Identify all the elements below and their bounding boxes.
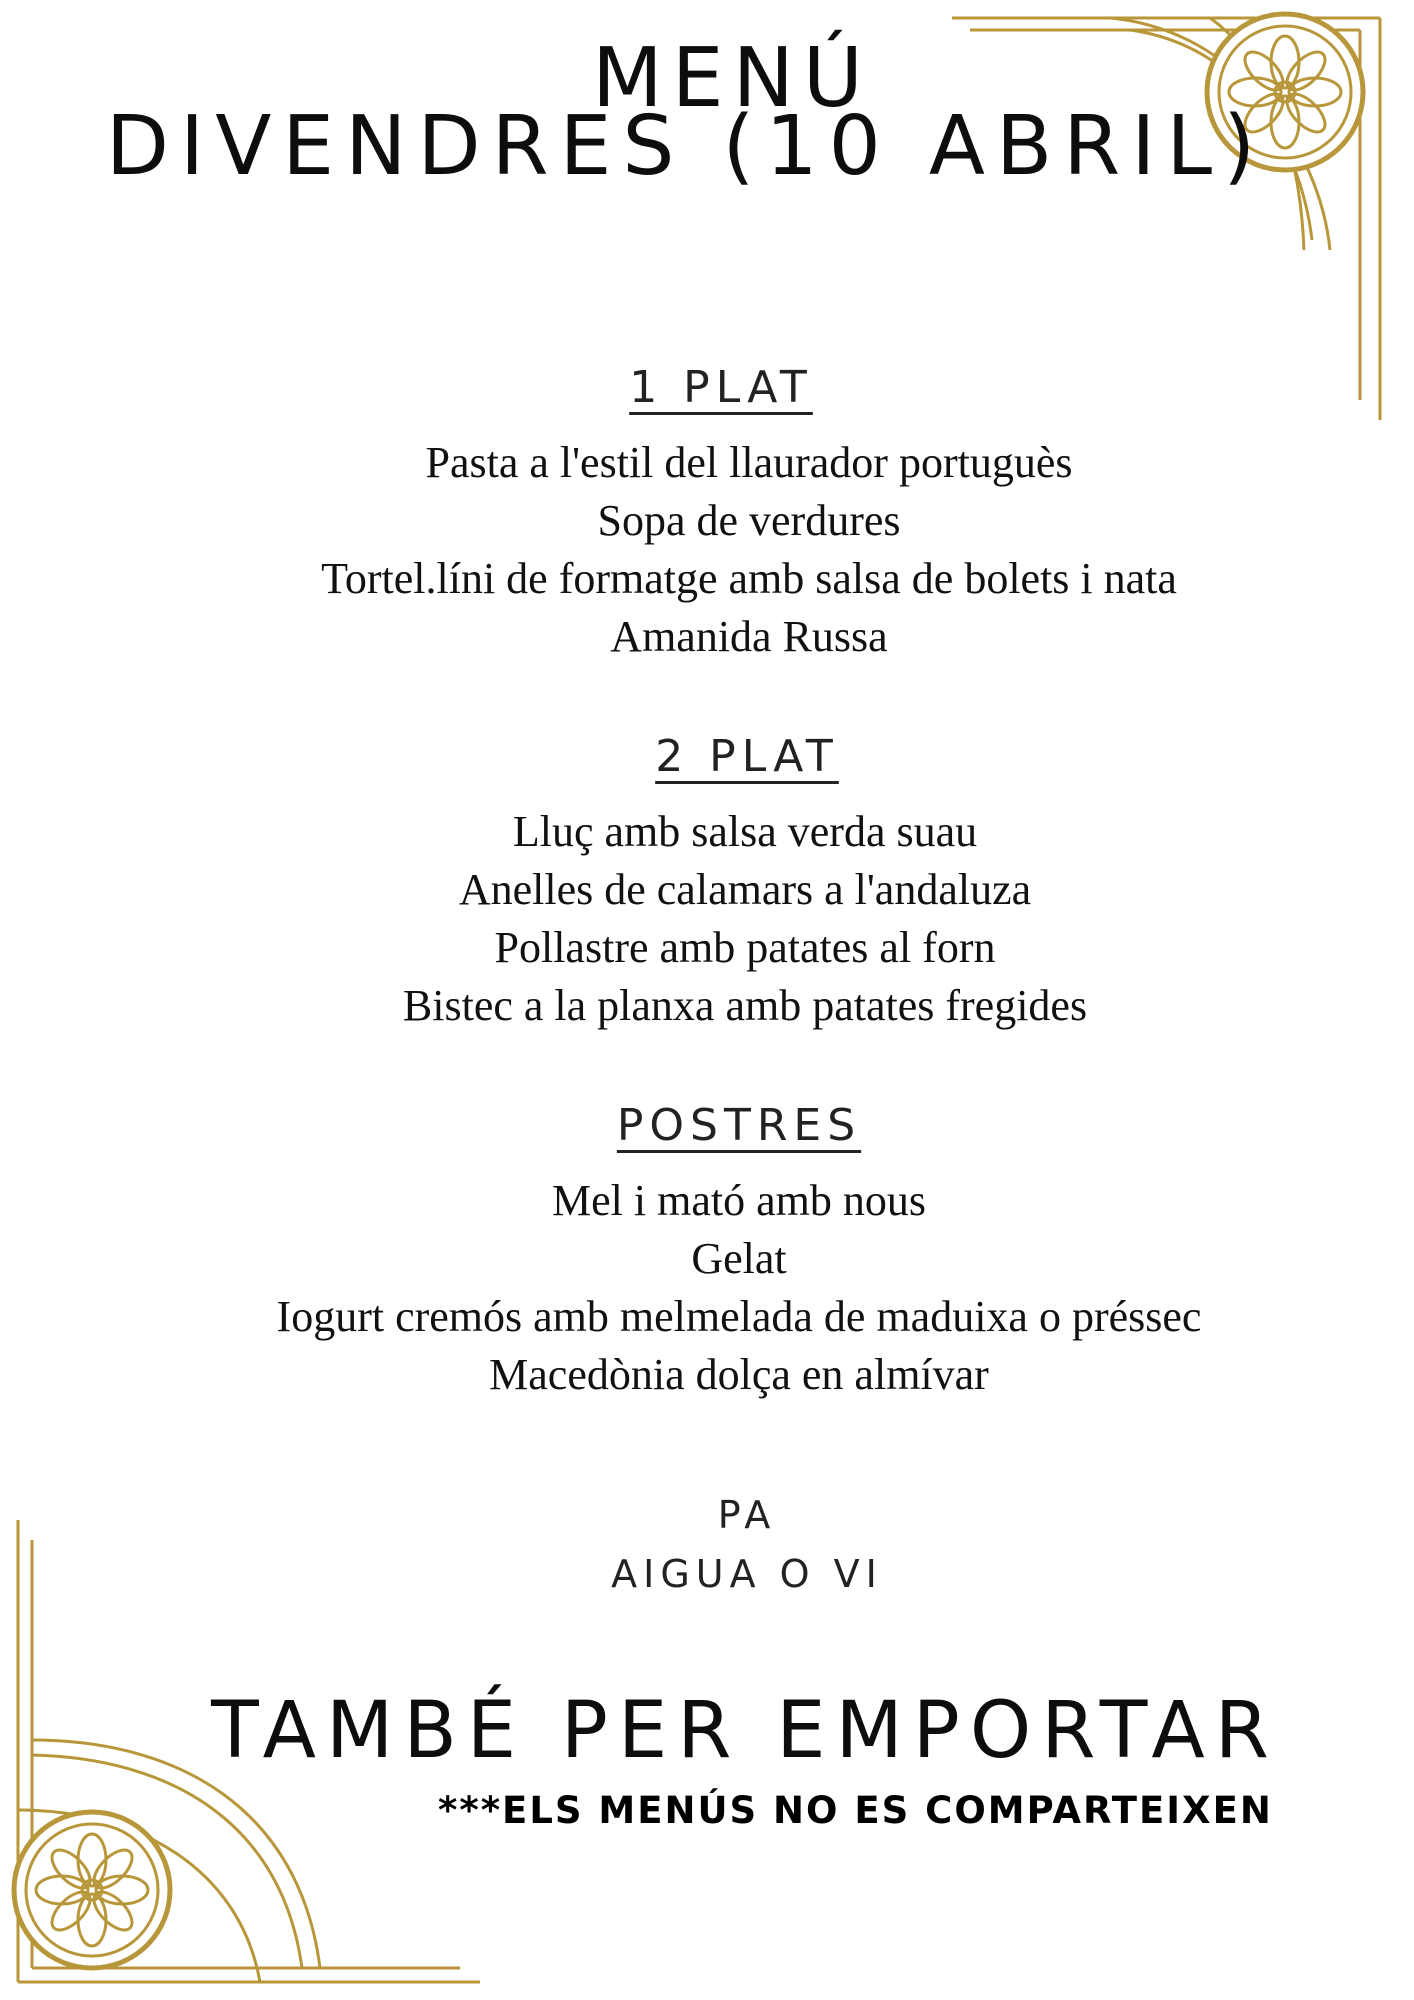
section-heading-label: 2 PLAT — [655, 731, 839, 782]
menu-item: Lluç amb salsa verda suau — [512, 807, 978, 856]
section-heading-desserts — [32, 1100, 1414, 1151]
menu-item: Iogurt cremós amb melmelada de maduixa o préssec — [276, 1292, 1202, 1341]
takeaway-notice: TAMBÉ PER EMPORTAR — [211, 1686, 1279, 1776]
included-drink: AIGUA O VI — [611, 1552, 883, 1596]
menu-item: Pasta a l'estil del llaurador portuguès — [425, 438, 1073, 487]
menu-date: DIVENDRES (10 ABRIL) — [105, 99, 1267, 194]
section-heading-label: POSTRES — [616, 1100, 862, 1151]
menu-item: Macedònia dolça en almívar — [489, 1350, 989, 1399]
section-heading-label: 1 PLAT — [629, 362, 813, 413]
menu-item: Sopa de verdures — [597, 496, 901, 545]
menu-item: Gelat — [691, 1234, 787, 1283]
menu-item: Anelles de calamars a l'andaluza — [458, 865, 1032, 914]
menu-item: Mel i mató amb nous — [552, 1176, 926, 1225]
section-heading-first-course — [14, 362, 1414, 413]
menu-item: Amanida Russa — [610, 612, 888, 661]
menu-item: Tortel.líni de formatge amb salsa de bolets i nata — [321, 554, 1177, 603]
section-heading-second-course — [40, 731, 1414, 782]
flower-medallion-icon — [14, 1812, 170, 1968]
menu-item: Bistec a la planxa amb patates fregides — [402, 981, 1088, 1030]
included-bread: PA — [717, 1493, 777, 1537]
menu-title: MENÚ — [592, 31, 872, 126]
sharing-notice: ***ELS MENÚS NO ES COMPARTEIXEN — [438, 1789, 1273, 1832]
menu-item: Pollastre amb patates al forn — [494, 923, 996, 972]
